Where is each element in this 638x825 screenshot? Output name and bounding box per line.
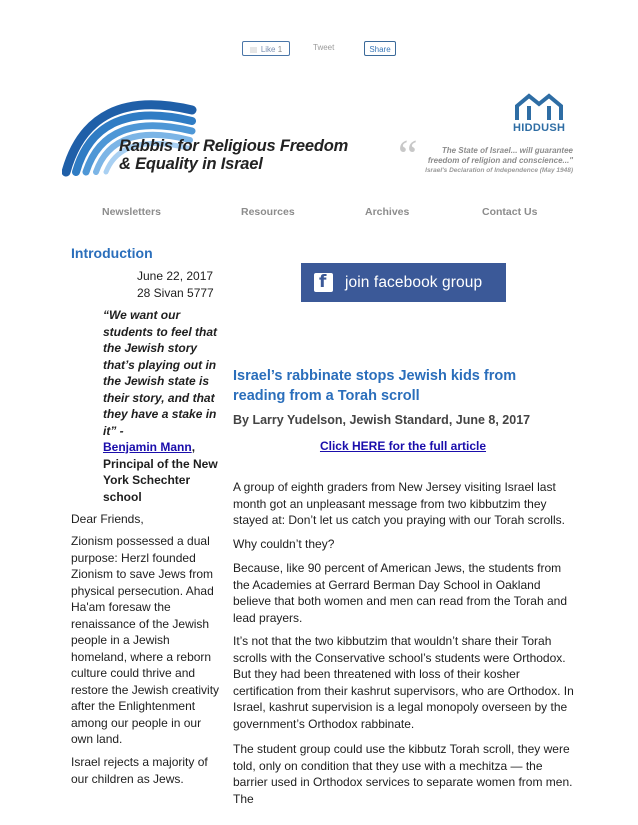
header-quote-line2: freedom of religion and conscience..." — [427, 156, 573, 165]
thumbs-up-icon — [250, 47, 257, 53]
facebook-like-button[interactable] — [242, 41, 290, 56]
sidebar-paragraph: Zionism possessed a dual purpose: Herzl founded Zionism to save Jews from physical persecution. Ahad Ha'am foresaw the renaissance of the Jewish people in a Jewish homeland, where a reborn culture could thrive and restore the Jewish creativity after the Enlightenment among our people in our own land. — [71, 534, 220, 746]
newsletter-date: June 22, 2017 — [137, 269, 214, 283]
like-label: Like — [260, 45, 276, 54]
share-label: Share — [369, 45, 391, 54]
sidebar-greeting: Dear Friends, — [71, 512, 144, 526]
like-count: 1 — [277, 45, 283, 54]
newsletter-hebrew-date: 28 Sivan 5777 — [137, 286, 214, 300]
article-title[interactable]: Israel’s rabbinate stops Jewish kids from reading from a Torah scroll — [233, 368, 517, 404]
article-paragraph: A group of eighth graders from New Jersey visiting Israel last month got an unpleasant message from two kibbutzim they stayed at: Don’t let us catch you praying with our Torah scrolls. — [233, 480, 565, 528]
nav-contact-us[interactable]: Contact Us — [482, 206, 538, 218]
quote-author-suffix: , — [191, 440, 196, 454]
header-quote-line1: The State of Israel... will guarantee — [441, 146, 573, 155]
nav-newsletters[interactable]: Newsletters — [102, 206, 161, 218]
quote-mark-icon: “ — [398, 131, 418, 180]
sidebar-quote-text: “We want our students to feel that the Jewish story that’s playing out in the Jewish state is their story, and that they have a stake in it” - — [103, 308, 218, 438]
nav-resources[interactable]: Resources — [241, 206, 295, 218]
article-paragraph: The student group could use the kibbutz Torah scroll, they were told, only on condition that they use with a mechitza — the barrier used in Orthodox services to separate women from men. The — [233, 742, 573, 806]
hiddush-logo-icon — [515, 92, 563, 122]
facebook-banner-label: join facebook group — [345, 273, 483, 291]
article-byline: By Larry Yudelson, Jewish Standard, June 8, 2017 — [233, 413, 531, 427]
nav-archives[interactable]: Archives — [365, 206, 410, 218]
sidebar-quote — [103, 307, 221, 505]
article-paragraph: It’s not that the two kibbutzim that wouldn’t share their Torah scrolls with the Conservative school’s students were Orthodox. But they had been threatened with loss of their kosher certification from their kashrut supervisors, who are Orthodox. In Israel, kashrut supervision is a legal monopoly overseen by the government’s Orthodox rabbinate. — [233, 634, 574, 731]
article-paragraph: Why couldn’t they? — [233, 537, 335, 551]
quote-author-link[interactable]: Benjamin Mann — [103, 440, 192, 454]
join-facebook-group-button[interactable] — [301, 263, 506, 302]
share-button[interactable] — [364, 41, 396, 56]
full-article-link-wrap — [233, 439, 573, 453]
hiddush-logo-text: HIDDUSH — [513, 122, 566, 134]
article-paragraph: Because, like 90 percent of American Jews, the students from the Academies at Gerrard Berman Day School in Oakland believe that both women and men can read from the Torah and lead prayers. — [233, 561, 567, 625]
site-title-line2: & Equality in Israel — [119, 155, 263, 173]
header-quote-source: Israel's Declaration of Independence (May 1948) — [425, 167, 573, 174]
sidebar-paragraph: Israel rejects a majority of our children as Jews. — [71, 755, 208, 786]
sidebar-heading: Introduction — [71, 245, 153, 261]
tweet-button[interactable]: Tweet — [313, 43, 335, 52]
site-title[interactable] — [119, 137, 348, 173]
quote-author-title: Principal of the New York Schechter school — [103, 456, 218, 504]
facebook-icon: f — [314, 273, 333, 292]
full-article-link[interactable]: Click HERE for the full article — [319, 439, 487, 453]
site-title-line1: Rabbis for Religious Freedom — [119, 137, 349, 155]
header-quote — [412, 146, 573, 166]
